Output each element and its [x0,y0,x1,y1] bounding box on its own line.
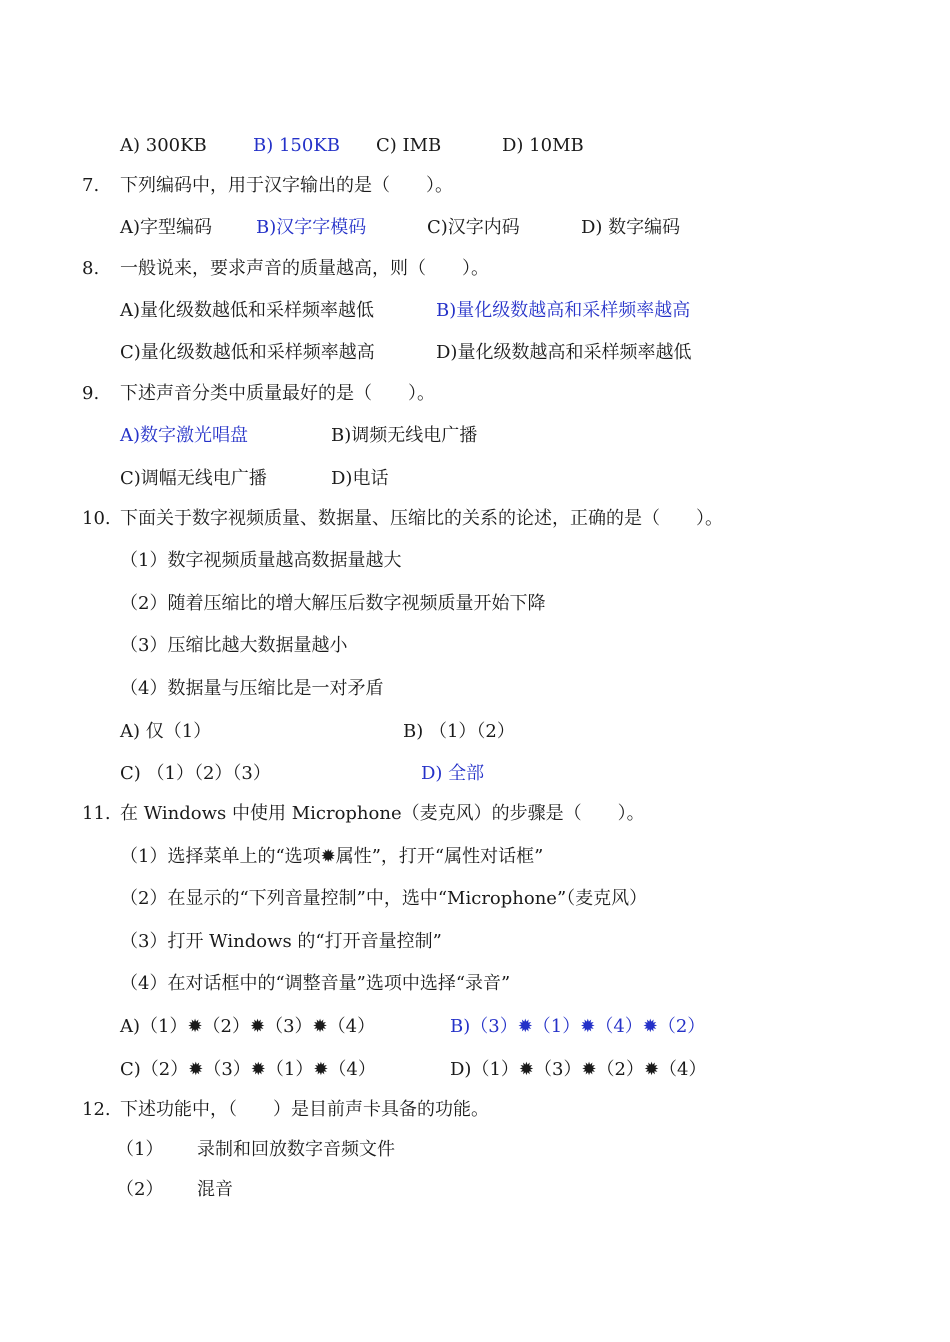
q7-option-c: C)汉字内码 [427,217,520,238]
q12-statement-2-label: （2） [116,1179,164,1200]
q12-stem: 下述功能中，（ ）是目前声卡具备的功能。 [120,1099,489,1120]
q6-option-b: B) 150KB [253,135,341,156]
q10-option-b: B) （1）（2） [403,721,515,742]
q7-stem: 下列编码中，用于汉字输出的是（ ）。 [120,175,453,196]
q11-stem: 在 Windows 中使用 Microphone（麦克风）的步骤是（ ）。 [120,803,645,824]
q11-number: 11. [82,803,111,824]
q11-statement-4: （4）在对话框中的“调整音量”选项中选择“录音” [120,973,511,994]
q10-statement-4: （4）数据量与压缩比是一对矛盾 [120,678,384,699]
q10-option-d: D) 全部 [421,763,485,784]
q12-number: 12. [82,1099,111,1120]
q6-option-d: D) 10MB [502,135,584,156]
q8-number: 8. [82,258,100,279]
q10-option-c: C) （1）（2）（3） [120,763,271,784]
q8-option-c: C)量化级数越低和采样频率越高 [120,342,375,363]
q7-option-a: A)字型编码 [120,217,213,238]
q7-option-d: D) 数字编码 [581,217,681,238]
q10-statement-1: （1）数字视频质量越高数据量越大 [120,550,402,571]
q9-option-a: A)数字激光唱盘 [120,425,249,446]
q7-option-b: B)汉字字模码 [256,217,367,238]
q9-option-d: D)电话 [331,468,389,489]
q11-option-b: B)（3）✹（1）✹（4）✹（2） [450,1016,706,1037]
q8-option-d: D)量化级数越高和采样频率越低 [436,342,692,363]
q9-stem: 下述声音分类中质量最好的是（ ）。 [120,383,435,404]
q8-option-a: A)量化级数越低和采样频率越低 [120,300,375,321]
q10-statement-2: （2）随着压缩比的增大解压后数字视频质量开始下降 [120,593,546,614]
q10-statement-3: （3）压缩比越大数据量越小 [120,635,348,656]
q12-statement-2-text: 混音 [197,1179,233,1200]
q8-option-b: B)量化级数越高和采样频率越高 [436,300,691,321]
q10-option-a: A) 仅（1） [120,721,212,742]
q10-stem: 下面关于数字视频质量、数据量、压缩比的关系的论述，正确的是（ ）。 [120,508,723,529]
q11-option-d: D)（1）✹（3）✹（2）✹（4） [450,1059,707,1080]
q9-option-b: B)调频无线电广播 [331,425,478,446]
q11-statement-2: （2）在显示的“下列音量控制”中，选中“Microphone”（麦克风） [120,888,648,909]
q12-statement-1-label: （1） [116,1139,164,1160]
q7-number: 7. [82,175,100,196]
q6-option-c: C) IMB [376,135,442,156]
q10-number: 10. [82,508,111,529]
q8-stem: 一般说来，要求声音的质量越高，则（ ）。 [120,258,489,279]
q9-option-c: C)调幅无线电广播 [120,468,267,489]
q11-option-a: A)（1）✹（2）✹（3）✹（4） [120,1016,376,1037]
q12-statement-1-text: 录制和回放数字音频文件 [197,1139,395,1160]
q11-statement-3: （3）打开 Windows 的“打开音量控制” [120,931,442,952]
q9-number: 9. [82,383,100,404]
q11-option-c: C)（2）✹（3）✹（1）✹（4） [120,1059,376,1080]
q6-option-a: A) 300KB [120,135,207,156]
q11-statement-1: （1）选择菜单上的“选项✹属性”，打开“属性对话框” [120,846,544,867]
